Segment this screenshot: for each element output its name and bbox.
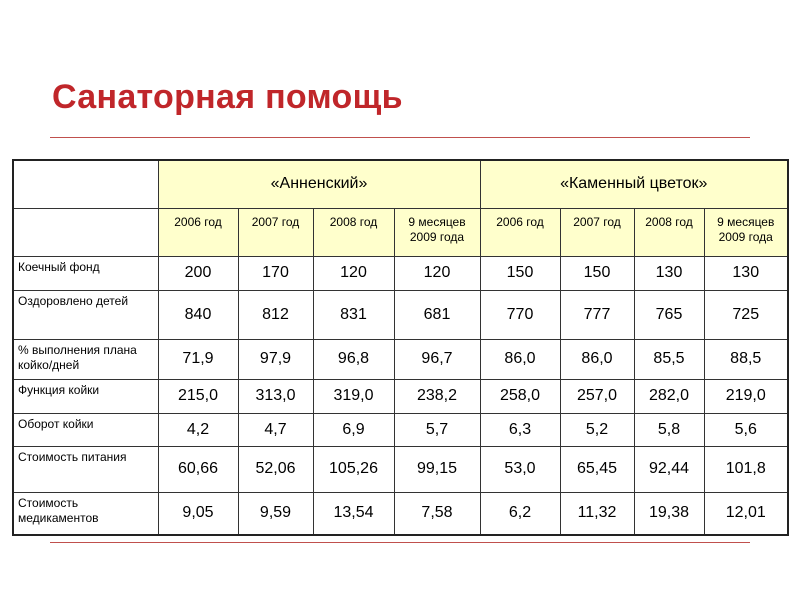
value-cell: 5,7 — [394, 413, 480, 446]
value-cell: 53,0 — [480, 446, 560, 492]
value-cell: 840 — [158, 290, 238, 339]
value-cell: 831 — [313, 290, 394, 339]
value-cell: 4,7 — [238, 413, 313, 446]
value-cell: 257,0 — [560, 379, 634, 413]
value-cell: 9,05 — [158, 492, 238, 535]
year-header-row — [13, 208, 788, 256]
value-cell: 85,5 — [634, 339, 704, 379]
value-cell: 150 — [480, 256, 560, 290]
value-cell: 200 — [158, 256, 238, 290]
table-row — [13, 379, 788, 413]
value-cell: 120 — [313, 256, 394, 290]
value-cell: 101,8 — [704, 446, 788, 492]
value-cell: 765 — [634, 290, 704, 339]
corner-cell — [13, 208, 158, 256]
group-header-row — [13, 160, 788, 208]
value-cell: 282,0 — [634, 379, 704, 413]
value-cell: 219,0 — [704, 379, 788, 413]
value-cell: 130 — [704, 256, 788, 290]
value-cell: 105,26 — [313, 446, 394, 492]
value-cell: 170 — [238, 256, 313, 290]
table-row — [13, 256, 788, 290]
value-cell: 812 — [238, 290, 313, 339]
value-cell: 92,44 — [634, 446, 704, 492]
value-cell: 19,38 — [634, 492, 704, 535]
value-cell: 150 — [560, 256, 634, 290]
value-cell: 725 — [704, 290, 788, 339]
value-cell: 96,8 — [313, 339, 394, 379]
value-cell: 99,15 — [394, 446, 480, 492]
sanatorium-table — [12, 159, 789, 536]
title-divider — [50, 137, 750, 138]
value-cell: 12,01 — [704, 492, 788, 535]
value-cell: 313,0 — [238, 379, 313, 413]
value-cell: 11,32 — [560, 492, 634, 535]
page-title: Санаторная помощь — [52, 78, 403, 116]
row-label: Коечный фонд — [13, 256, 158, 290]
value-cell: 5,8 — [634, 413, 704, 446]
row-label: Оборот койки — [13, 413, 158, 446]
value-cell: 120 — [394, 256, 480, 290]
value-cell: 6,2 — [480, 492, 560, 535]
value-cell: 681 — [394, 290, 480, 339]
value-cell: 319,0 — [313, 379, 394, 413]
value-cell: 238,2 — [394, 379, 480, 413]
table-row — [13, 339, 788, 379]
value-cell: 86,0 — [480, 339, 560, 379]
table-row — [13, 413, 788, 446]
value-cell: 88,5 — [704, 339, 788, 379]
value-cell: 13,54 — [313, 492, 394, 535]
year-header: 2008 год — [313, 208, 394, 256]
value-cell: 65,45 — [560, 446, 634, 492]
value-cell: 5,6 — [704, 413, 788, 446]
group-header-annensky: «Анненский» — [158, 160, 480, 208]
row-label: Оздоровлено детей — [13, 290, 158, 339]
table-row — [13, 446, 788, 492]
value-cell: 86,0 — [560, 339, 634, 379]
year-header: 2007 год — [560, 208, 634, 256]
value-cell: 9,59 — [238, 492, 313, 535]
table-row — [13, 492, 788, 535]
value-cell: 6,3 — [480, 413, 560, 446]
value-cell: 215,0 — [158, 379, 238, 413]
value-cell: 258,0 — [480, 379, 560, 413]
year-header: 2008 год — [634, 208, 704, 256]
value-cell: 5,2 — [560, 413, 634, 446]
row-label: Стоимость медикаментов — [13, 492, 158, 535]
year-header: 9 месяцев 2009 года — [704, 208, 788, 256]
year-header: 2006 год — [158, 208, 238, 256]
row-label: % выполнения плана койко/дней — [13, 339, 158, 379]
value-cell: 71,9 — [158, 339, 238, 379]
year-header: 9 месяцев 2009 года — [394, 208, 480, 256]
value-cell: 60,66 — [158, 446, 238, 492]
value-cell: 97,9 — [238, 339, 313, 379]
value-cell: 4,2 — [158, 413, 238, 446]
footer-divider — [50, 542, 750, 543]
table-row — [13, 290, 788, 339]
value-cell: 52,06 — [238, 446, 313, 492]
value-cell: 777 — [560, 290, 634, 339]
corner-cell — [13, 160, 158, 208]
row-label: Стоимость питания — [13, 446, 158, 492]
value-cell: 96,7 — [394, 339, 480, 379]
value-cell: 6,9 — [313, 413, 394, 446]
row-label: Функция койки — [13, 379, 158, 413]
group-header-kamenny-tsvetok: «Каменный цветок» — [480, 160, 788, 208]
value-cell: 770 — [480, 290, 560, 339]
value-cell: 130 — [634, 256, 704, 290]
year-header: 2006 год — [480, 208, 560, 256]
value-cell: 7,58 — [394, 492, 480, 535]
year-header: 2007 год — [238, 208, 313, 256]
